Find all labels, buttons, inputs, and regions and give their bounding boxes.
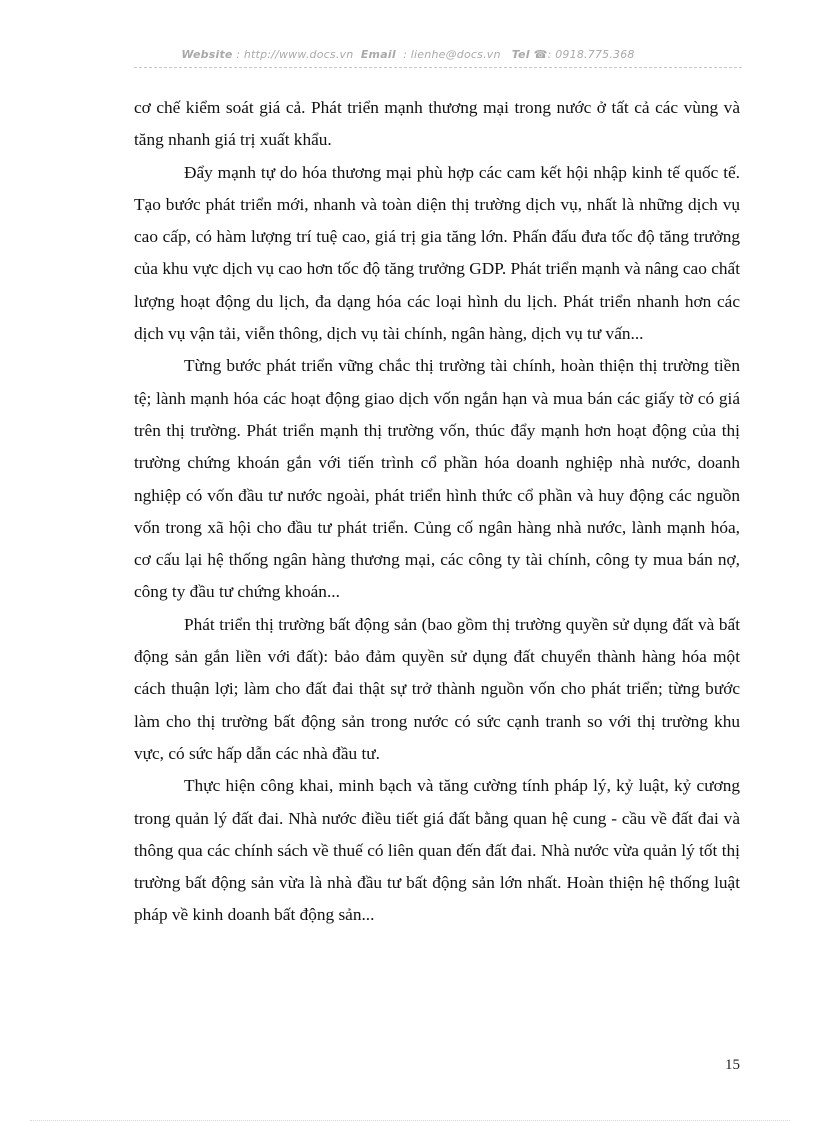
paragraph: Từng bước phát triển vững chắc thị trường tài chính, hoàn thiện thị trường tiền tệ; lành mạnh hóa các hoạt động giao dịch vốn ngắn hạn và mua bán các giấy tờ có giá trên thị trường. Phát triển mạnh thị trường vốn, thúc đẩy mạnh hơn hoạt động của thị trường chứng khoán gắn với tiến trình cổ phần hóa doanh nghiệp nhà nước, doanh nghiệp có vốn đầu tư nước ngoài, phát triển hình thức cổ phần và huy động các nguồn vốn trong xã hội cho đầu tư phát triển. Củng cố ngân hàng nhà nước, lành mạnh hóa, cơ cấu lại hệ thống ngân hàng thương mại, các công ty tài chính, công ty mua bán nợ, công ty đầu tư chứng khoán... (134, 356, 740, 602)
email-label: Email (360, 48, 396, 61)
paragraph: cơ chế kiểm soát giá cả. Phát triển mạnh thương mại trong nước ở tất cả các vùng và tăng nhanh giá trị xuất khẩu. (134, 98, 740, 150)
email-address[interactable]: lienhe@docs.vn (410, 48, 501, 61)
page-header: Website : http://www.docs.vn Email : lienhe@docs.vn Tel ☎: 0918.775.368 (181, 48, 635, 61)
website-label: Website (181, 48, 233, 61)
paragraph: Thực hiện công khai, minh bạch và tăng cường tính pháp lý, kỷ luật, kỷ cương trong quản lý đất đai. Nhà nước điều tiết giá đất bằng quan hệ cung - cầu về đất đai và thông qua các chính sách về thuế có liên quan đến đất đai. Nhà nước vừa quản lý tốt thị trường bất động sản vừa là nhà đầu tư bất động sản lớn nhất. Hoàn thiện hệ thống luật pháp về kinh doanh bất động sản... (134, 776, 740, 925)
footer-divider (30, 1120, 790, 1121)
tel-label: Tel ☎ (511, 48, 548, 61)
body-text (134, 92, 740, 932)
page-number: 15 (725, 1057, 740, 1073)
header-divider (134, 67, 742, 68)
paragraph: Phát triển thị trường bất động sản (bao gồm thị trường quyền sử dụng đất và bất động sản gắn liền với đất): bảo đảm quyền sử dụng đất chuyển thành hàng hóa một cách thuận lợi; làm cho đất đai thật sự trở thành nguồn vốn cho phát triển; từng bước làm cho thị trường bất động sản trong nước có sức cạnh tranh so với thị trường khu vực, có sức hấp dẫn các nhà đầu tư. (134, 614, 740, 763)
website-url[interactable]: http://www.docs.vn (243, 48, 354, 61)
paragraph: Đẩy mạnh tự do hóa thương mại phù hợp các cam kết hội nhập kinh tế quốc tế. Tạo bước phát triển mới, nhanh và toàn diện thị trường dịch vụ, nhất là những dịch vụ cao cấp, có hàm lượng trí tuệ cao, giá trị gia tăng lớn. Phấn đấu đưa tốc độ tăng trưởng của khu vực dịch vụ cao hơn tốc độ tăng trưởng GDP. Phát triển mạnh và nâng cao chất lượng hoạt động du lịch, đa dạng hóa các loại hình du lịch. Phát triển nhanh hơn các dịch vụ vận tải, viễn thông, dịch vụ tài chính, ngân hàng, dịch vụ tư vấn... (134, 162, 740, 344)
tel-number: 0918.775.368 (555, 48, 635, 61)
